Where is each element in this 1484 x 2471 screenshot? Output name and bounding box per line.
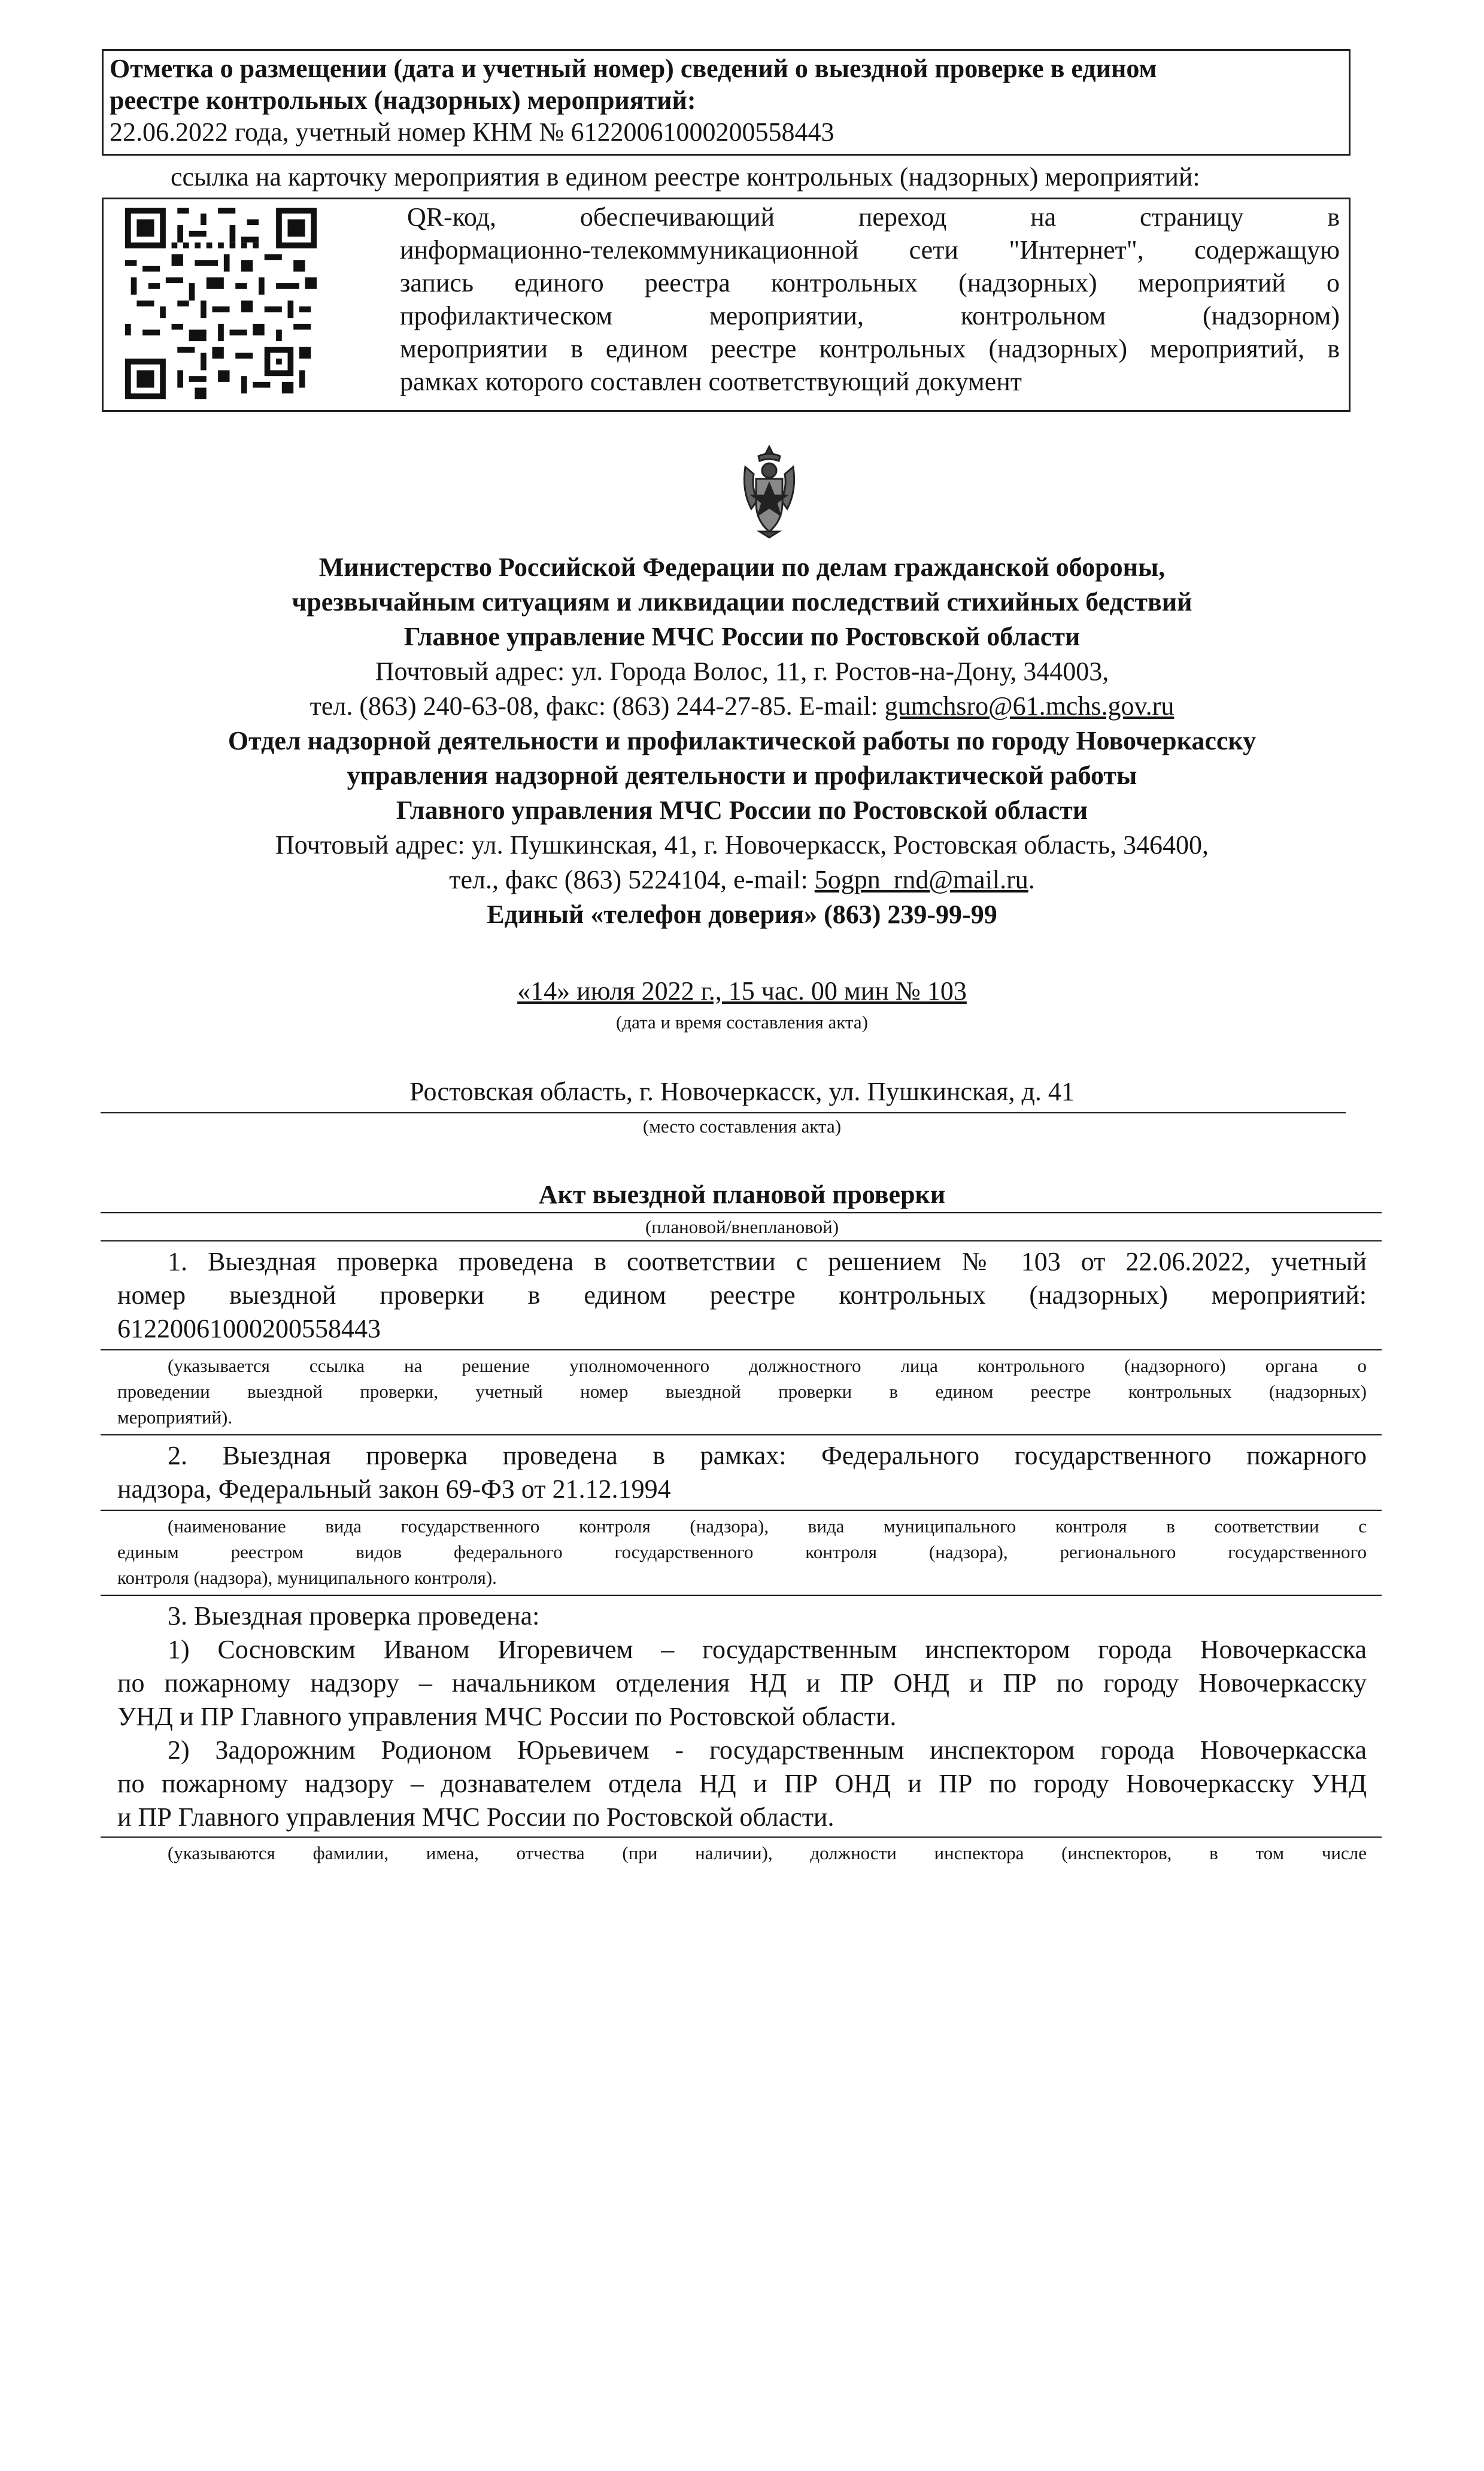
act-datetime-caption: (дата и время составления акта) [616, 1012, 868, 1033]
section2-line2: надзора, Федеральный закон 69-ФЗ от 21.12.1994 [117, 1474, 671, 1504]
section2-line1: 2. Выездная проверка проведена в рамках: Федерального государственного пожарного [168, 1441, 1367, 1470]
qr-text-line: QR-код, обеспечивающий переход на страницу в [407, 202, 1340, 232]
section1-note-line1: (указывается ссылка на решение уполномоченного должностного лица контрольного (надзорного) органа о [168, 1355, 1367, 1376]
card-link-caption: ссылка на карточку мероприятия в едином реестре контрольных (надзорных) мероприятий: [171, 162, 1200, 192]
divider [101, 1836, 1382, 1838]
act-place-caption: (место составления акта) [642, 1116, 842, 1137]
section3-note-line1: (указываются фамилии, имена, отчества (при наличии), должности инспектора (инспекторов, в том числе [168, 1842, 1367, 1863]
registry-title-line1: Отметка о размещении (дата и учетный номер) сведений о выездной проверке в едином [110, 54, 1157, 83]
section1-line1: 1. Выездная проверка проведена в соответствии с решением № 103 от 22.06.2022, учетный [168, 1247, 1367, 1276]
section3-heading: 3. Выездная проверка проведена: [168, 1601, 540, 1631]
ministry-line1: Министерство Российской Федерации по делам гражданской обороны, [318, 553, 1166, 582]
act-datetime: «14» июля 2022 г., 15 час. 00 мин № 103 [517, 976, 967, 1006]
qr-text-line: мероприятии в едином реестре контрольных (надзорных) мероприятий, в [400, 334, 1340, 363]
dept-address: Почтовый адрес: ул. Пушкинская, 41, г. Новочеркасск, Ростовская область, 346400, [275, 830, 1209, 860]
divider [101, 1112, 1346, 1113]
section2-note-line1: (наименование вида государственного контроля (надзора), вида муниципального контроля в соответствии с [168, 1516, 1367, 1537]
section3-item2-line2: по пожарному надзору – дознавателем отдела НД и ПР ОНД и ПР по городу Новочеркасску УНД [117, 1769, 1367, 1798]
hotline: Единый «телефон доверия» (863) 239-99-99 [487, 900, 997, 929]
section3-item2-line1: 2) Задорожним Родионом Юрьевичем - государственным инспектором города Новочеркасска [168, 1735, 1367, 1765]
dept-line3: Главного управления МЧС России по Ростовской области [396, 796, 1088, 825]
dept-email-link[interactable]: 5ogpn_rnd@mail.ru [814, 865, 1028, 894]
ministry-line2: чрезвычайным ситуациям и ликвидации последствий стихийных бедствий [292, 587, 1192, 617]
act-place: Ростовская область, г. Новочеркасск, ул. Пушкинская, д. 41 [409, 1077, 1075, 1106]
act-title: Акт выездной плановой проверки [538, 1180, 946, 1209]
main-email-link[interactable]: gumchsro@61.mchs.gov.ru [884, 691, 1175, 721]
act-title-caption: (плановой/внеплановой) [645, 1216, 839, 1237]
registry-box [102, 49, 1351, 156]
section1-line3: 61220061000200558443 [117, 1314, 381, 1343]
divider [101, 1510, 1382, 1511]
section1-note-line3: мероприятий). [117, 1407, 233, 1428]
section3-item1-line2: по пожарному надзору – начальником отделения НД и ПР ОНД и ПР по городу Новочеркасску [117, 1668, 1367, 1698]
qr-text-line: запись единого реестра контрольных (надзорных) мероприятий о [400, 268, 1340, 298]
divider [101, 1240, 1382, 1241]
qr-text-line: информационно-телекоммуникационной сети "Интернет", содержащую [400, 235, 1340, 265]
dept-contacts: тел., факс (863) 5224104, e-mail: 5ogpn_rnd@mail.ru. [449, 865, 1035, 894]
section3-item2-line3: и ПР Главного управления МЧС России по Ростовской области. [117, 1802, 834, 1832]
section3-item1-line1: 1) Сосновским Иваном Игоревичем – государственным инспектором города Новочеркасска [168, 1635, 1367, 1664]
section3-item1-line3: УНД и ПР Главного управления МЧС России по Ростовской области. [117, 1702, 897, 1731]
main-contacts [0, 690, 1484, 723]
registry-title-line2: реестре контрольных (надзорных) мероприятий: [110, 86, 696, 115]
section2-note-line2: единым реестром видов федерального государственного контроля (надзора), регионального государственного [117, 1541, 1367, 1562]
main-address: Почтовый адрес: ул. Города Волос, 11, г. Ростов-на-Дону, 344003, [375, 657, 1109, 686]
section1-line2: номер выездной проверки в едином реестре контрольных (надзорных) мероприятий: [117, 1280, 1367, 1310]
qr-text-line: профилактическом мероприятии, контрольном (надзорном) [400, 301, 1340, 330]
qr-text-line: рамках которого составлен соответствующий документ [400, 367, 1022, 396]
main-dept: Главное управление МЧС России по Ростовской области [403, 622, 1081, 651]
divider [101, 1595, 1382, 1596]
registry-value: 22.06.2022 года, учетный номер КНМ № 61220061000200558443 [110, 117, 834, 147]
main-phone: тел. (863) 240-63-08, факс: (863) 244-27-85. E-mail: [309, 691, 885, 721]
qr-box [102, 198, 1351, 412]
section2-note-line3: контроля (надзора), муниципального контроля). [117, 1567, 497, 1588]
divider [101, 1349, 1382, 1350]
divider [101, 1212, 1382, 1213]
dept-line2: управления надзорной деятельности и профилактической работы [347, 761, 1137, 790]
dept-phone: тел., факс (863) 5224104, e-mail: [449, 865, 815, 894]
mchs-emblem-icon [733, 443, 805, 539]
divider [101, 1434, 1382, 1435]
dept-line1: Отдел надзорной деятельности и профилактической работы по городу Новочеркасску [227, 726, 1257, 755]
qr-code-icon [125, 208, 317, 399]
section1-note-line2: проведении выездной проверки, учетный номер выездной проверки в едином реестре контрольных (надзорных) [117, 1381, 1367, 1402]
